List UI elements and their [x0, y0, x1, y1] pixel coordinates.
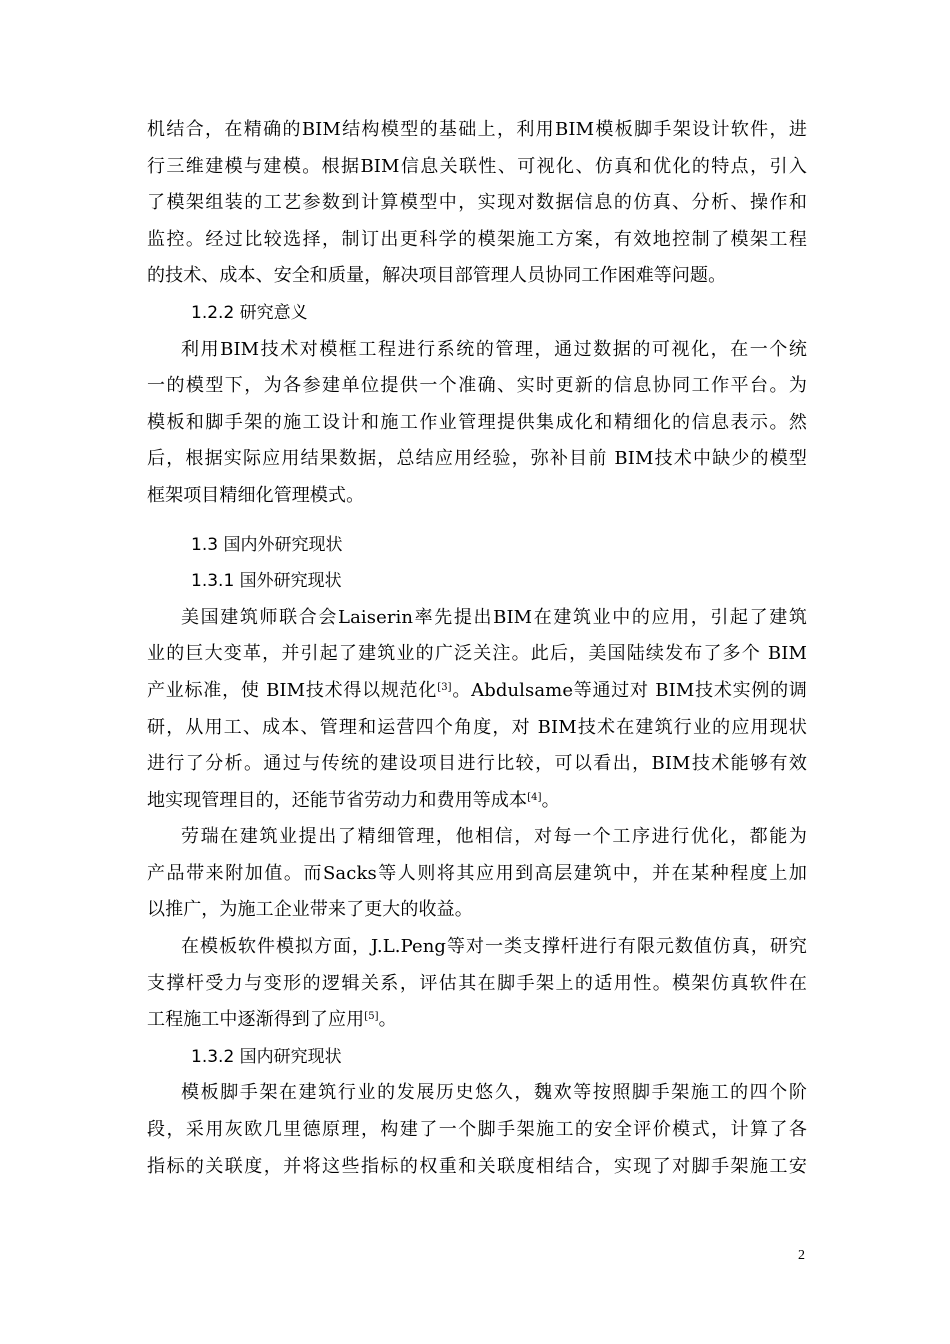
text-line: 机结合，在精确的BIM结构模型的基础上，利用BIM模板脚手架设计软件，进: [147, 119, 807, 140]
page-number: 2: [798, 1248, 805, 1263]
text-segment: 产业标准，使 BIM技术得以规范化: [147, 679, 438, 701]
text-line: 以推广，为施工企业带来了更大的收益。: [147, 899, 473, 921]
citation-ref: [3]: [437, 681, 452, 693]
paragraph-research-significance: [147, 332, 807, 515]
citation-ref: [4]: [527, 791, 542, 803]
text-segment: 工程施工中逐渐得到了应用: [147, 1009, 365, 1031]
text-line-with-citation: [147, 783, 807, 820]
text-line: 研，从用工、成本、管理和运营四个角度，对 BIM技术在建筑行业的应用现状: [147, 716, 807, 738]
text-line: 了模架组装的工艺参数到计算模型中，实现对数据信息的仿真、分析、操作和: [147, 192, 807, 214]
text-line: 后，根据实际应用结果数据，总结应用经验，弥补目前 BIM技术中缺少的模型: [147, 448, 807, 470]
text-line: 模板脚手架在建筑行业的发展历史悠久，魏欢等按照脚手架施工的四个阶: [181, 1082, 807, 1104]
text-line: 进行了分析。通过与传统的建设项目进行比较，可以看出，BIM技术能够有效: [147, 753, 807, 775]
text-line: 指标的关联度，并将这些指标的权重和关联度相结合，实现了对脚手架施工安: [147, 1155, 807, 1177]
text-line: 支撑杆受力与变形的逻辑关系，评估其在脚手架上的适用性。模架仿真软件在: [147, 972, 807, 994]
text-line-with-citation: [147, 1002, 807, 1039]
page-body: [147, 112, 807, 1185]
text-line: 劳瑞在建筑业提出了精细管理，他相信，对每一个工序进行优化，都能为: [181, 826, 807, 848]
heading-1-3-2: 1.3.2 国内研究现状: [191, 1046, 342, 1067]
text-line: 模板和脚手架的施工设计和施工作业管理提供集成化和精细化的信息表示。然: [147, 411, 807, 433]
text-line: 段，采用灰欧几里德原理，构建了一个脚手架施工的安全评价模式，计算了各: [147, 1119, 807, 1141]
text-segment: 。: [378, 1009, 397, 1031]
paragraph-lean-management: [147, 819, 807, 929]
paragraph-foreign-research: [147, 600, 807, 820]
text-segment: 。: [541, 789, 560, 811]
text-segment: 。Abdulsame等通过对 BIM技术实例的调: [451, 679, 807, 701]
text-line: 业的巨大变革，并引起了建筑业的广泛关注。此后，美国陆续发布了多个 BIM: [147, 643, 807, 665]
heading-1-3: 1.3 国内外研究现状: [191, 534, 343, 555]
text-line: 的技术、成本、安全和质量，解决项目部管理人员协同工作困难等问题。: [147, 265, 727, 287]
text-line: 行三维建模与建模。根据BIM信息关联性、可视化、仿真和优化的特点，引入: [147, 155, 807, 177]
text-segment: 地实现管理目的，还能节省劳动力和费用等成本: [147, 789, 528, 811]
text-line: 框架项目精细化管理模式。: [147, 484, 365, 506]
text-line: 在模板软件模拟方面，J.L.Peng等对一类支撑杆进行有限元数值仿真，研究: [181, 936, 807, 958]
heading-1-3-1: 1.3.1 国外研究现状: [191, 571, 342, 592]
text-line: 美国建筑师联合会Laiserin率先提出BIM在建筑业中的应用，引起了建筑: [181, 606, 807, 628]
paragraph-bim-modeling: [147, 112, 807, 295]
citation-ref: [5]: [364, 1011, 379, 1023]
heading-1-2-2: 1.2.2 研究意义: [191, 302, 308, 323]
text-line: 产品带来附加值。而Sacks等人则将其应用到高层建筑中，并在某种程度上加: [147, 862, 807, 884]
paragraph-domestic-research: [147, 1075, 807, 1185]
paragraph-template-software: [147, 929, 807, 1039]
text-line: 利用BIM技术对模框工程进行系统的管理，通过数据的可视化，在一个统: [181, 338, 807, 360]
text-line: 一的模型下，为各参建单位提供一个准确、实时更新的信息协同工作平台。为: [147, 375, 807, 397]
text-line-with-citation: [147, 673, 807, 710]
text-line: 监控。经过比较选择，制订出更科学的模架施工方案，有效地控制了模架工程: [147, 228, 807, 250]
